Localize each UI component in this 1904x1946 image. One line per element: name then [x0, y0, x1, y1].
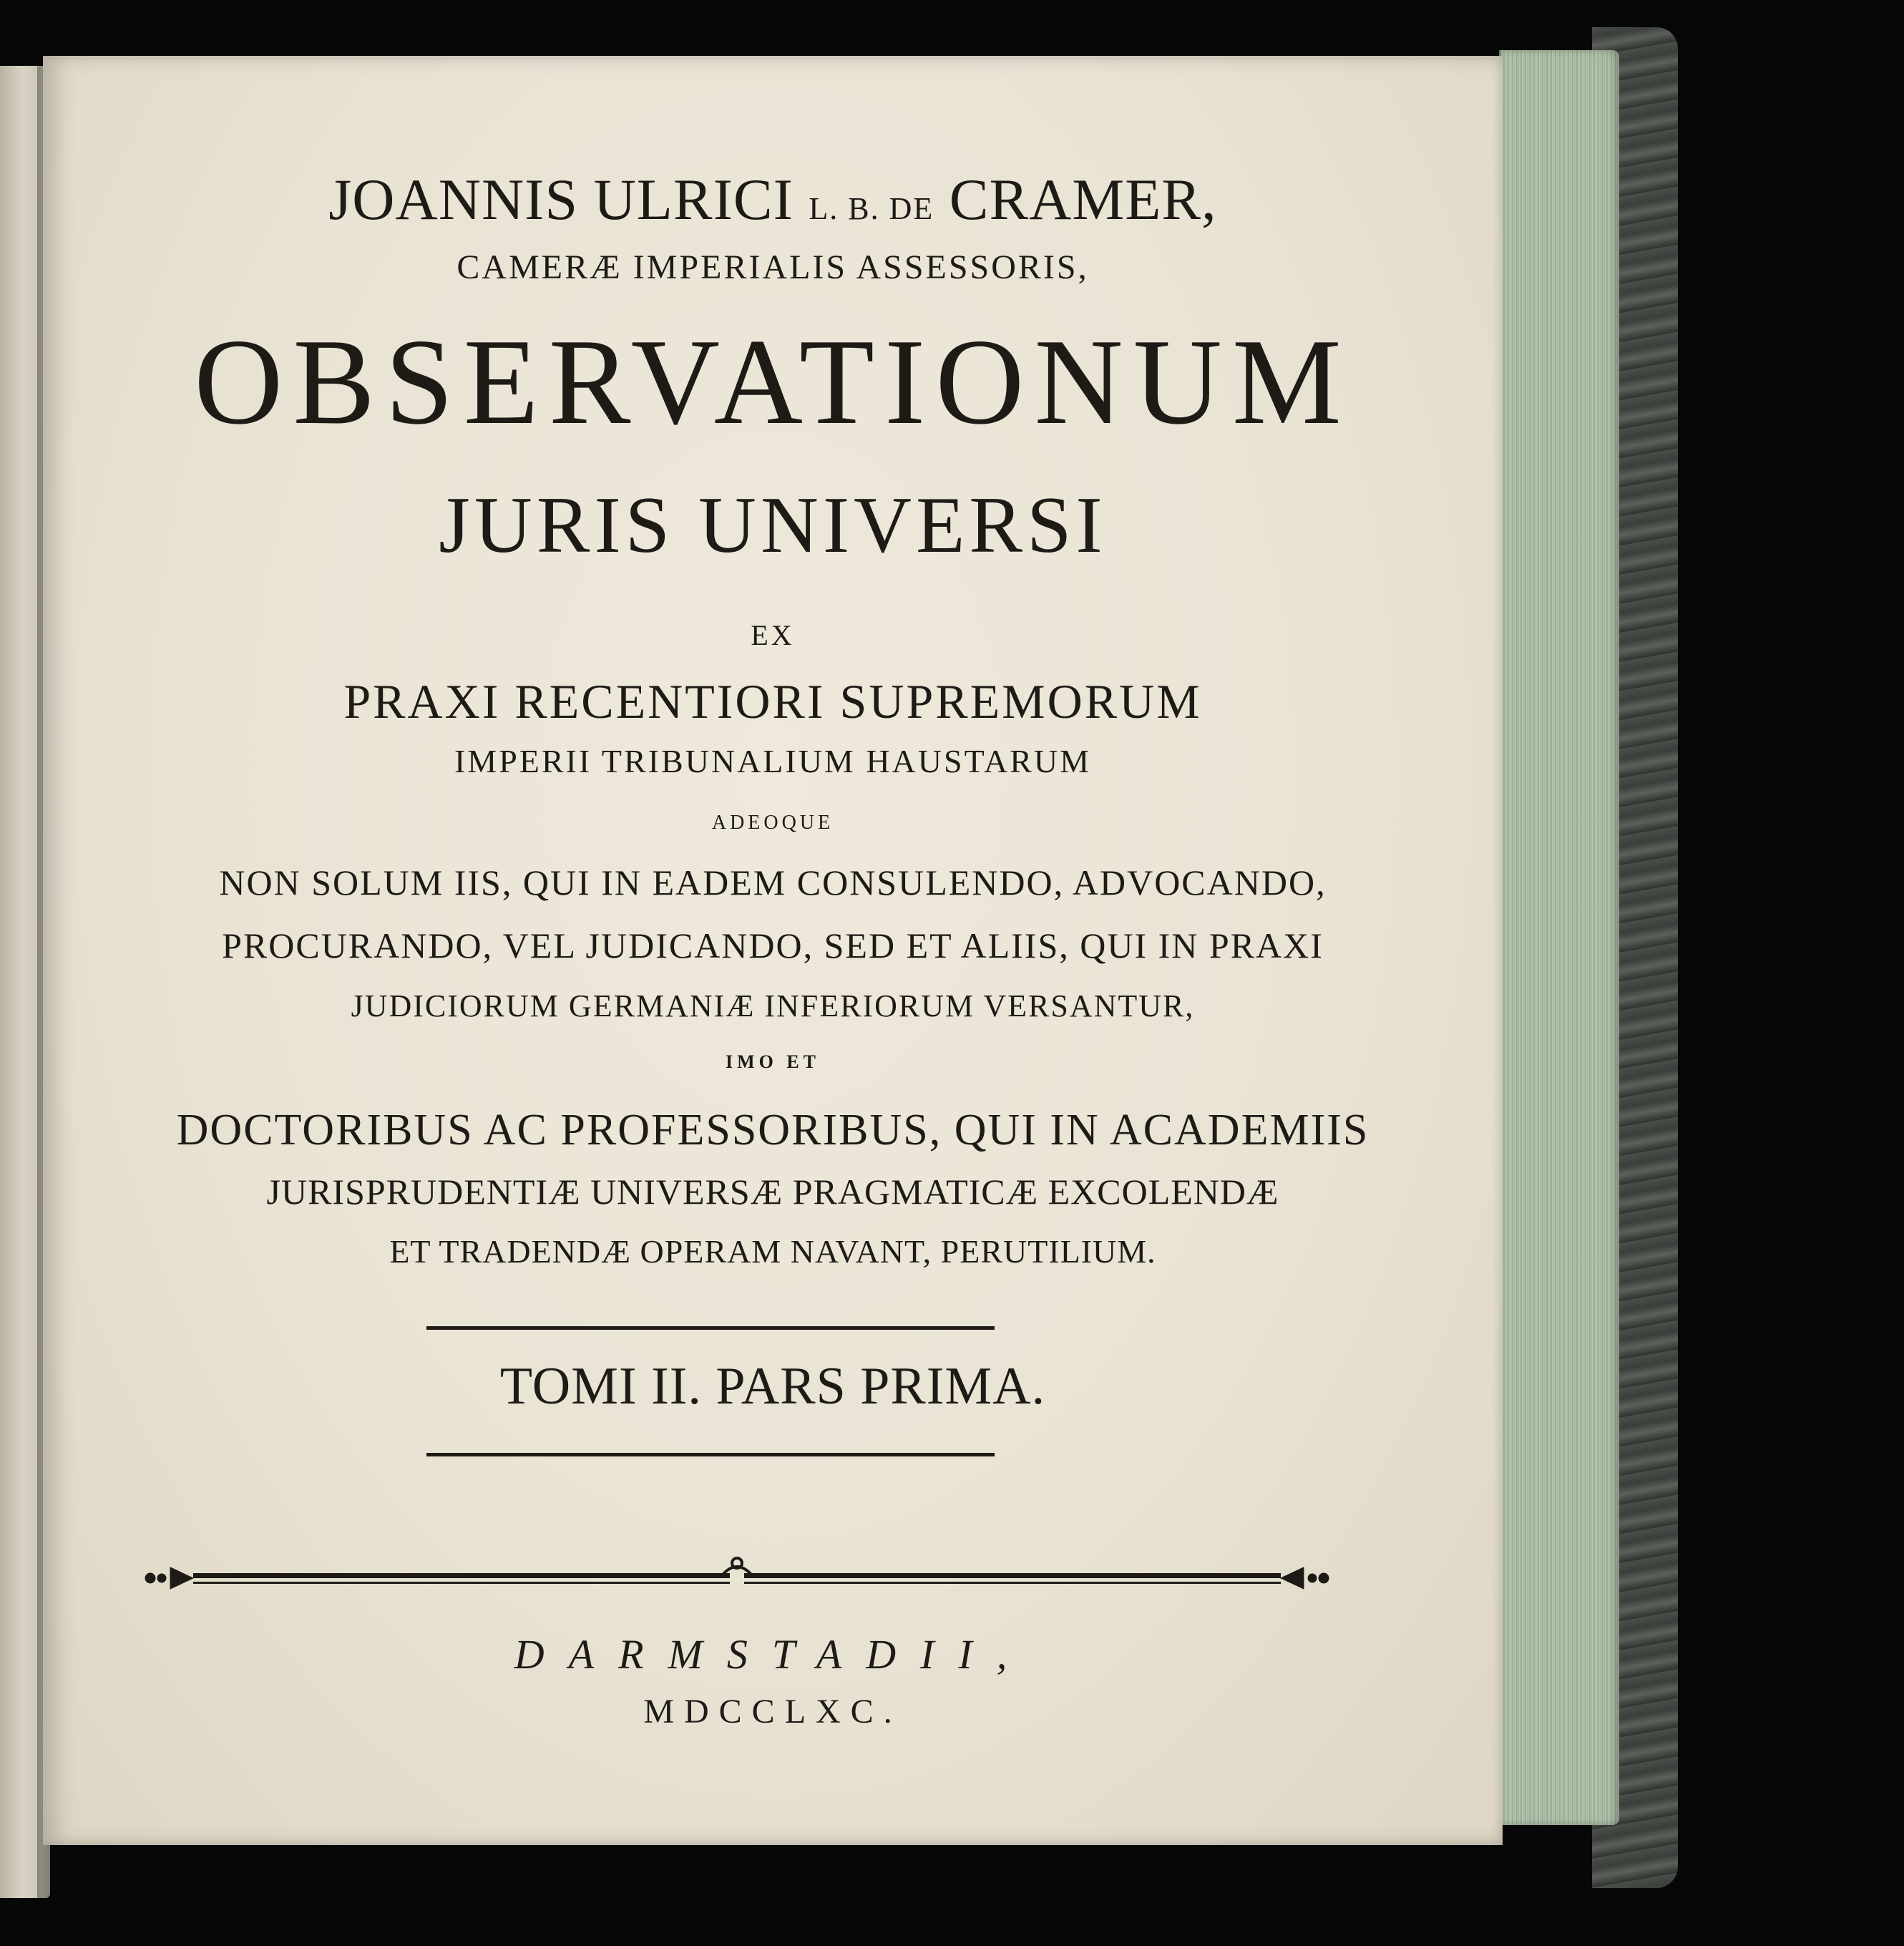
imprint-year: MDCCLXC. — [643, 1693, 902, 1731]
volume-line: TOMI II. PARS PRIMA. — [499, 1357, 1046, 1416]
book-title-sub: JURIS UNIVERSI — [439, 481, 1107, 570]
author-line — [43, 167, 1503, 232]
page-edges — [1499, 50, 1619, 1825]
ex-line: EX — [751, 619, 795, 651]
divider-rule-bottom — [426, 1453, 995, 1456]
jurisprudentiae-line: JURISPRUDENTIÆ UNIVERSÆ PRAGMATICÆ EXCOLENDÆ — [266, 1172, 1279, 1212]
author-title: L. B. DE — [809, 191, 934, 226]
body-line-2: PROCURANDO, VEL JUDICANDO, SED ET ALIIS, QUI IN PRAXI — [222, 925, 1324, 965]
body-line-3: JUDICIORUM GERMANIÆ INFERIORUM VERSANTUR, — [351, 988, 1195, 1023]
title-page — [43, 56, 1503, 1845]
et-tradendae-line: ET TRADENDÆ OPERAM NAVANT, PERUTILIUM. — [389, 1233, 1156, 1270]
body-line-1: NON SOLUM IIS, QUI IN EADEM CONSULENDO, ADVOCANDO, — [219, 862, 1327, 903]
doctoribus-line: DOCTORIBUS AC PROFESSORIBUS, QUI IN ACADEMIIS — [176, 1106, 1370, 1154]
imo-et-line: IMO ET — [725, 1051, 821, 1072]
ornamental-rule — [143, 1553, 1331, 1603]
praxi-line: PRAXI RECENTIORI SUPREMORUM — [343, 674, 1202, 729]
imprint-place: DARMSTADII, — [514, 1631, 1032, 1678]
book-title-main: OBSERVATIONUM — [194, 314, 1352, 450]
imperii-line: IMPERII TRIBUNALIUM HAUSTARUM — [454, 743, 1092, 779]
divider-rule-top — [426, 1326, 995, 1330]
adeoque-line: ADEOQUE — [711, 812, 834, 834]
author-first-name: JOANNIS ULRICI — [328, 167, 794, 232]
author-last-name: CRAMER, — [949, 167, 1217, 232]
author-office: CAMERÆ IMPERIALIS ASSESSORIS, — [457, 248, 1089, 286]
